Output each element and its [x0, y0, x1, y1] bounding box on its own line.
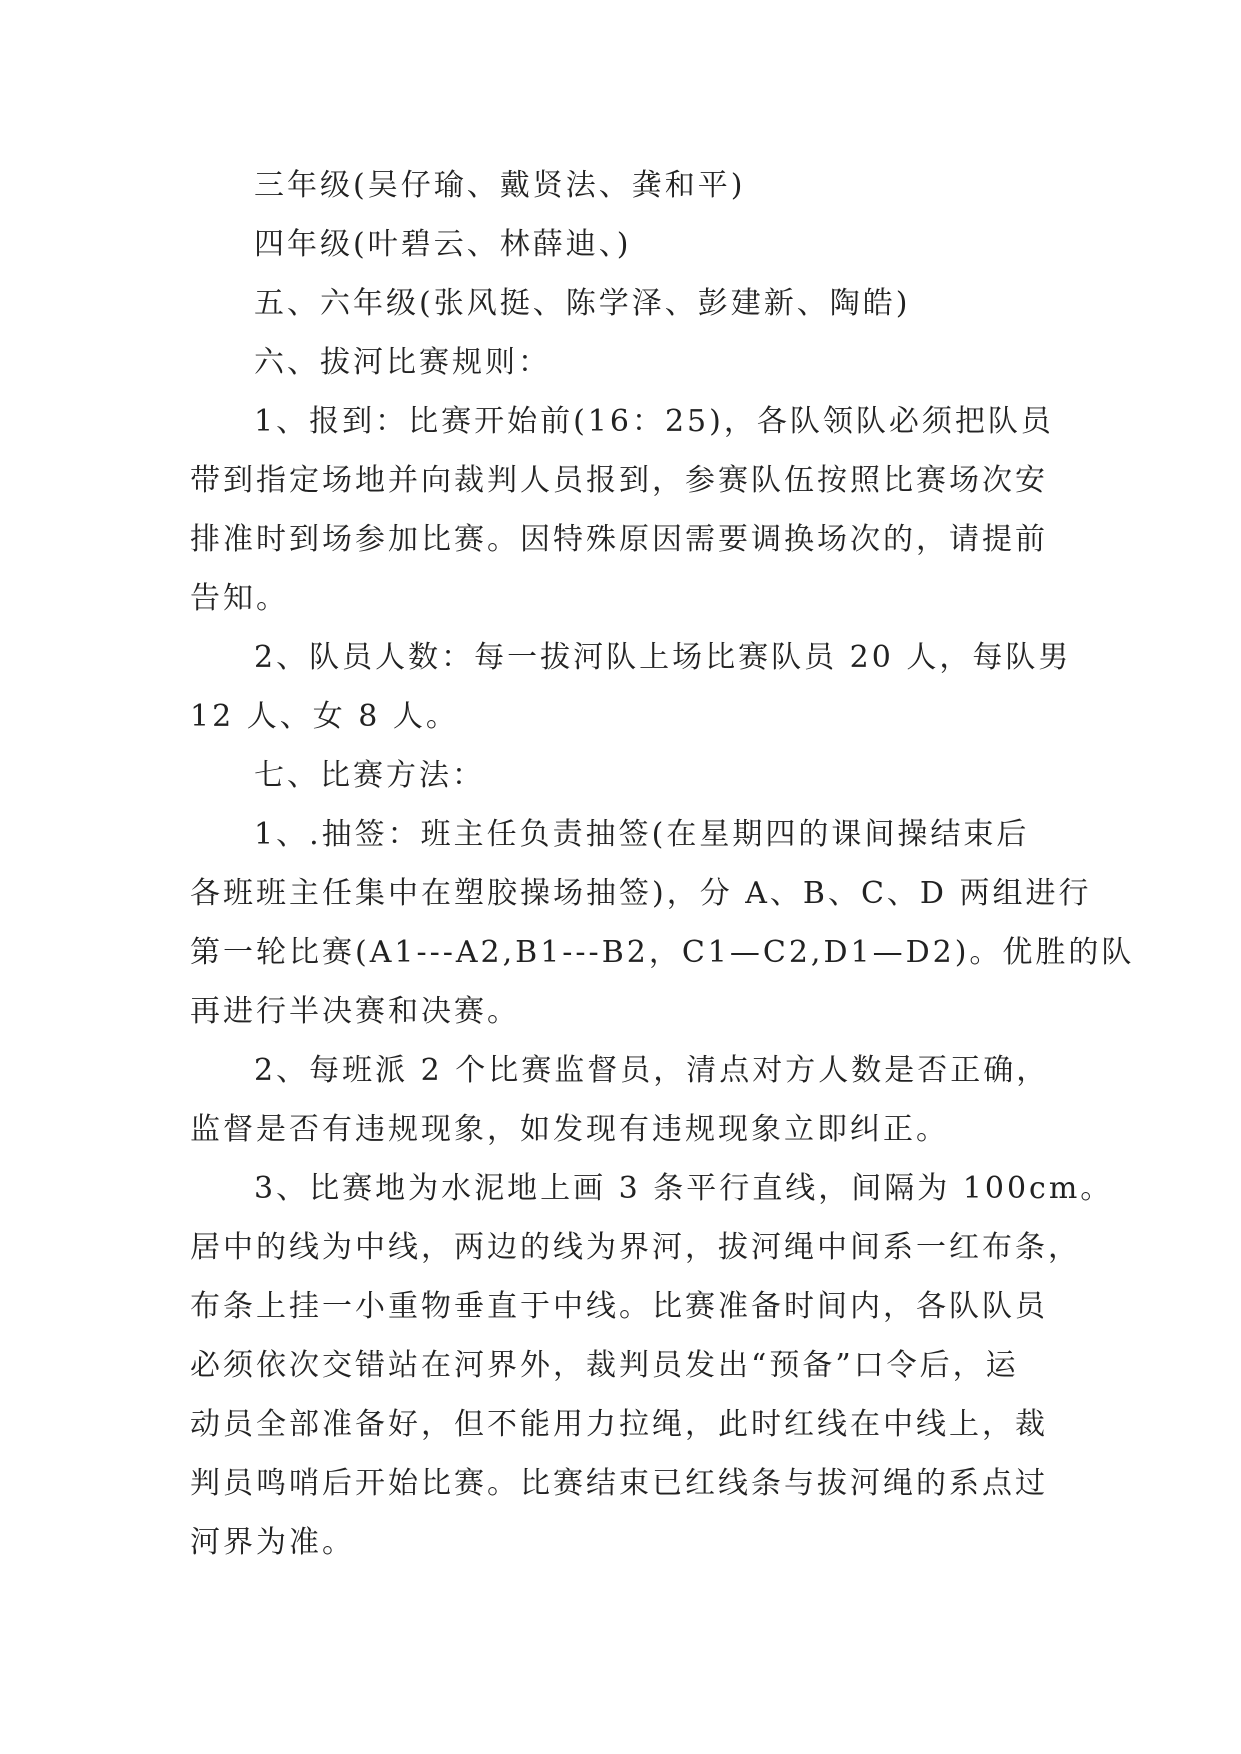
- text-line: 1、.抽签：班主任负责抽签(在星期四的课间操结束后: [254, 817, 1030, 852]
- text-line: 3、比赛地为水泥地上画 3 条平行直线，间隔为 100cm。: [254, 1171, 1114, 1206]
- text-line: 三年级(吴仔瑜、戴贤法、龚和平): [254, 168, 746, 203]
- text-line: 再进行半决赛和决赛。: [190, 994, 520, 1029]
- text-line: 五、六年级(张风挺、陈学泽、彭建新、陶皓): [254, 286, 911, 321]
- text-line: 河界为准。: [190, 1525, 355, 1560]
- text-line: 必须依次交错站在河界外，裁判员发出“预备”口令后，运: [190, 1348, 1019, 1383]
- text-line: 居中的线为中线，两边的线为界河，拔河绳中间系一红布条，: [190, 1230, 1081, 1265]
- text-line: 布条上挂一小重物垂直于中线。比赛准备时间内，各队队员: [190, 1289, 1048, 1324]
- section-heading: 七、比赛方法：: [254, 758, 485, 793]
- text-line: 监督是否有违规现象，如发现有违规现象立即纠正。: [190, 1112, 949, 1147]
- text-line: 判员鸣哨后开始比赛。比赛结束已红线条与拔河绳的系点过: [190, 1466, 1048, 1501]
- text-line: 带到指定场地并向裁判人员报到，参赛队伍按照比赛场次安: [190, 463, 1048, 498]
- text-line: 12 人、女 8 人。: [190, 699, 459, 734]
- text-line: 告知。: [190, 581, 289, 616]
- text-line: 四年级(叶碧云、林薛迪、): [254, 227, 632, 262]
- text-line: 各班班主任集中在塑胶操场抽签)，分 A、B、C、D 两组进行: [190, 876, 1092, 911]
- text-line: 排准时到场参加比赛。因特殊原因需要调换场次的，请提前: [190, 522, 1048, 557]
- text-line: 2、队员人数：每一拔河队上场比赛队员 20 人，每队男: [254, 640, 1072, 675]
- document-body: [190, 156, 1135, 1572]
- section-heading: 六、拔河比赛规则：: [254, 345, 551, 380]
- text-line: 动员全部准备好，但不能用力拉绳，此时红线在中线上，裁: [190, 1407, 1048, 1442]
- text-line: 1、报到：比赛开始前(16：25)，各队领队必须把队员: [254, 404, 1054, 439]
- text-line: 2、每班派 2 个比赛监督员，清点对方人数是否正确，: [254, 1053, 1050, 1088]
- text-line: 第一轮比赛(A1---A2,B1---B2，C1—C2,D1—D2)。优胜的队: [190, 935, 1135, 970]
